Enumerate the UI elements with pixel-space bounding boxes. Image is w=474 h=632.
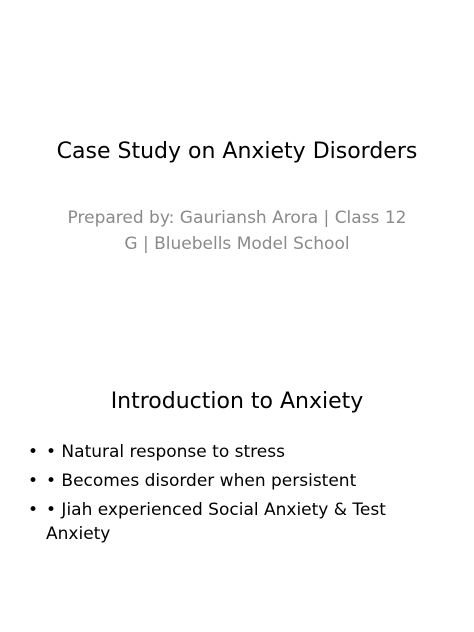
list-item-text: • Becomes disorder when persistent bbox=[46, 471, 357, 491]
bullet-icon: • bbox=[28, 471, 39, 491]
slide-title: Introduction to Anxiety bbox=[110, 389, 364, 414]
list-item-text: • Natural response to stress bbox=[46, 442, 285, 462]
intro-slide bbox=[0, 352, 474, 632]
slide-title: Case Study on Anxiety Disorders bbox=[56, 139, 418, 164]
list-item-text: • Jiah experienced Social Anxiety & Test Anxiety bbox=[46, 500, 386, 544]
slide-subtitle: Prepared by: Gauriansh Arora | Class 12 G | Bluebells Model School bbox=[67, 208, 407, 254]
bullet-list bbox=[28, 440, 448, 551]
list-item bbox=[28, 498, 448, 546]
list-item bbox=[28, 440, 448, 464]
bullet-icon: • bbox=[28, 442, 39, 462]
list-item bbox=[28, 469, 448, 493]
bullet-icon: • bbox=[28, 500, 39, 520]
